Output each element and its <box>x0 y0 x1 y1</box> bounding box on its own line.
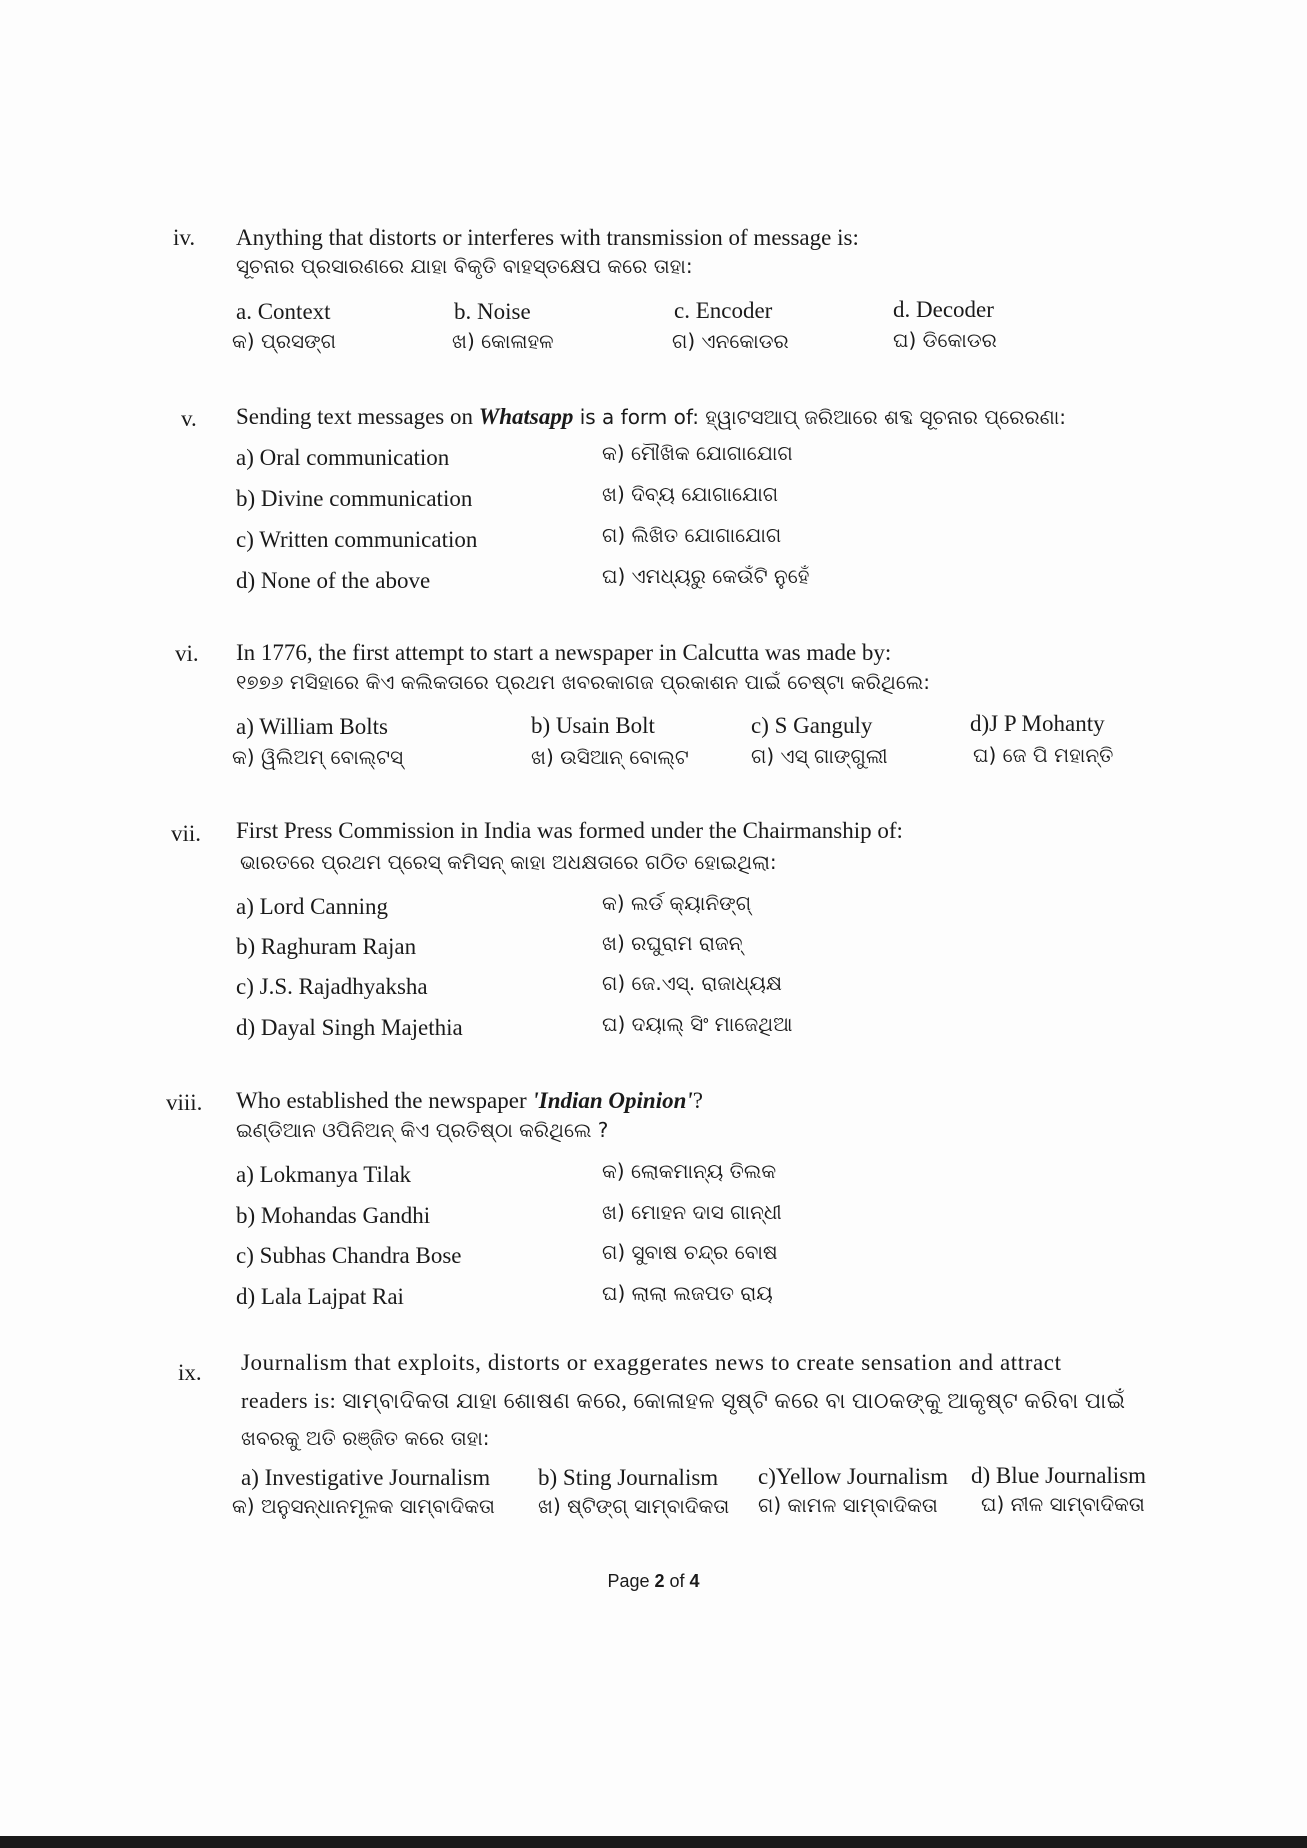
option-c-en: c. Encoder <box>674 298 773 323</box>
option-d-en: d. Decoder <box>893 297 994 322</box>
option-b-od: ଖ) ମୋହନ ଦାସ ଗାନ୍ଧୀ <box>602 1200 782 1224</box>
question-number: iv. <box>173 225 196 250</box>
option-c-od: ଗ) କାମଳ ସାମ୍ବାଦିକତା <box>758 1493 938 1517</box>
option-b-en: b) Raghuram Rajan <box>236 934 417 959</box>
emphasized-term: 'Indian Opinion' <box>532 1088 693 1113</box>
option-c-en: c)Yellow Journalism <box>758 1464 948 1489</box>
footer-prefix: Page <box>607 1571 655 1591</box>
question-text-start: Sending text messages on <box>236 404 479 429</box>
question-text-line-2 <box>241 1389 1126 1412</box>
option-c-en: c) S Ganguly <box>751 713 873 738</box>
question-text-en: In 1776, the first attempt to start a newspaper in Calcutta was made by: <box>236 640 892 665</box>
option-d-od: ଘ) ଏମଧ୍ୟରୁ କେଉଁଟି ନୁହେଁ <box>602 564 810 588</box>
option-a-od: କ) ପ୍ରସଙ୍ଗ <box>232 329 337 353</box>
question-number: v. <box>181 406 197 431</box>
question-text-od: ୧୭୭୬ ମସିହାରେ କିଏ କଲିକତାରେ ପ୍ରଥମ ଖବରକାଗଜ ପ୍ରକାଶନ ପାଇଁ ଚେଷ୍ଟା କରିଥିଲେ: <box>236 670 931 694</box>
option-a-od: କ) ମୌଖିକ ଯୋଗାଯୋଗ <box>602 441 793 465</box>
option-d-en: d)J P Mohanty <box>970 711 1105 736</box>
option-d-en: d) Blue Journalism <box>971 1463 1147 1488</box>
footer-middle: of <box>664 1571 690 1591</box>
option-a-en: a) Lord Canning <box>236 894 389 919</box>
question-text-en: First Press Commission in India was formed under the Chairmanship of: <box>236 818 903 843</box>
question-text-line-2-content: readers is: ସାମ୍ବାଦିକତା ଯାହା ଶୋଷଣ କରେ, କୋଳାହଳ ସୃଷ୍ଟି କରେ ବା ପାଠକଙ୍କୁ ଆକୃଷ୍ଟ କରିବା ପାଇଁ <box>241 1388 1126 1413</box>
option-b-od: ଖ) ଦିବ୍ୟ ଯୋଗାଯୋଗ <box>602 482 779 506</box>
page-bottom-edge <box>0 1836 1307 1848</box>
option-a-od: କ) ୱିଲିଅମ୍ ବୋଲ୍ଟସ୍ <box>232 745 404 769</box>
option-b-od: ଖ) ରଘୁରାମ ରାଜନ୍ <box>602 931 743 955</box>
page-footer <box>0 1571 1307 1592</box>
option-d-od: ଘ) ଜେ ପି ମହାନ୍ତି <box>973 743 1114 767</box>
question-number: ix. <box>178 1360 202 1385</box>
question-number: vi. <box>175 641 199 666</box>
footer-total-pages: 4 <box>689 1571 700 1591</box>
option-a-od: କ) ଲର୍ଡ କ୍ୟାନିଙ୍ଗ୍ <box>602 891 752 915</box>
question-number: viii. <box>166 1090 203 1115</box>
option-b-od: ଖ) ଉସିଆନ୍ ବୋଲ୍ଟ <box>531 745 689 769</box>
option-d-en: d) Lala Lajpat Rai <box>236 1284 404 1309</box>
option-d-od: ଘ) ଦୟାଲ୍ ସିଂ ମାଜେଥିଆ <box>602 1012 793 1036</box>
option-b-en: b) Sting Journalism <box>538 1465 719 1490</box>
footer-current-page: 2 <box>654 1571 665 1591</box>
option-d-od: ଘ) ଡିକୋଡର <box>893 328 997 352</box>
question-text-od: ଇଣ୍ଡିଆନ ଓପିନିଅନ୍ କିଏ ପ୍ରତିଷ୍ଠା କରିଥିଲେ ? <box>236 1118 609 1142</box>
question-text-line-1: Journalism that exploits, distorts or exaggerates news to create sensation and attract <box>241 1350 1062 1375</box>
option-a-od: କ) ଅନୁସନ୍ଧାନମୂଳକ ସାମ୍ବାଦିକତା <box>232 1494 495 1518</box>
question-number: vii. <box>171 821 202 846</box>
option-c-en: c) Written communication <box>236 527 478 552</box>
question-text-en: Anything that distorts or interferes with transmission of message is: <box>236 225 859 250</box>
emphasized-term: Whatsapp <box>478 404 574 429</box>
option-a-od: କ) ଲୋକମାନ୍ୟ ତିଲକ <box>602 1159 777 1183</box>
option-c-en: c) J.S. Rajadhyaksha <box>236 974 428 999</box>
option-b-en: b) Mohandas Gandhi <box>236 1203 431 1228</box>
option-a-en: a) Investigative Journalism <box>241 1465 491 1490</box>
option-c-od: ଗ) ସୁବାଷ ଚନ୍ଦ୍ର ବୋଷ <box>602 1240 778 1264</box>
question-text <box>236 405 1066 428</box>
question-text-od: ସୂଚନାର ପ୍ରସାରଣରେ ଯାହା ବିକୃତି ବାହସ୍ତକ୍ଷେପ କରେ ତାହା: <box>236 254 693 278</box>
option-d-en: d) None of the above <box>236 568 431 593</box>
option-c-od: ଗ) ଜେ.ଏସ୍. ରାଜାଧ୍ୟକ୍ଷ <box>602 971 783 995</box>
option-d-en: d) Dayal Singh Majethia <box>236 1015 463 1040</box>
question-text-en <box>236 1089 703 1112</box>
option-b-od: ଖ) ଷ୍ଟିଙ୍ଗ୍ ସାମ୍ବାଦିକତା <box>538 1494 730 1518</box>
option-a-en: a) Oral communication <box>236 445 450 470</box>
question-text-start: Who established the newspaper <box>236 1088 533 1113</box>
option-b-en: b. Noise <box>454 299 531 324</box>
option-b-en: b) Usain Bolt <box>531 713 655 738</box>
option-c-od: ଗ) ଏନକୋଡର <box>672 329 789 353</box>
option-d-od: ଘ) ଲାଲା ଲଜପତ ରାୟ <box>602 1281 773 1305</box>
option-c-en: c) Subhas Chandra Bose <box>236 1243 462 1268</box>
option-b-od: ଖ) କୋଳାହଳ <box>452 329 554 353</box>
question-text-end: is a form of: ହ୍ୱାଟସଆପ୍ ଜରିଆରେ ଶବ୍ଦ ସୂଚନାର ପ୍ରେରଣା: <box>573 405 1067 429</box>
option-d-od: ଘ) ନୀଳ ସାମ୍ବାଦିକତା <box>981 1492 1145 1516</box>
option-a-en: a) Lokmanya Tilak <box>236 1162 412 1187</box>
option-a-en: a. Context <box>236 299 331 324</box>
option-a-en: a) William Bolts <box>236 714 388 739</box>
option-c-od: ଗ) ଲିଖିତ ଯୋଗାଯୋଗ <box>602 523 782 547</box>
question-text-line-3: ଖବରକୁ ଅତି ରଞ୍ଜିତ କରେ ତାହା: <box>241 1426 490 1450</box>
option-c-od: ଗ) ଏସ୍ ଗାଙ୍ଗୁଲୀ <box>751 744 888 768</box>
option-b-en: b) Divine communication <box>236 486 473 511</box>
question-text-od: ଭାରତରେ ପ୍ରଥମ ପ୍ରେସ୍ କମିସନ୍ କାହା ଅଧକ୍ଷତାରେ ଗଠିତ ହୋଇଥିଲା: <box>240 850 777 874</box>
question-text-end: ? <box>692 1088 704 1113</box>
